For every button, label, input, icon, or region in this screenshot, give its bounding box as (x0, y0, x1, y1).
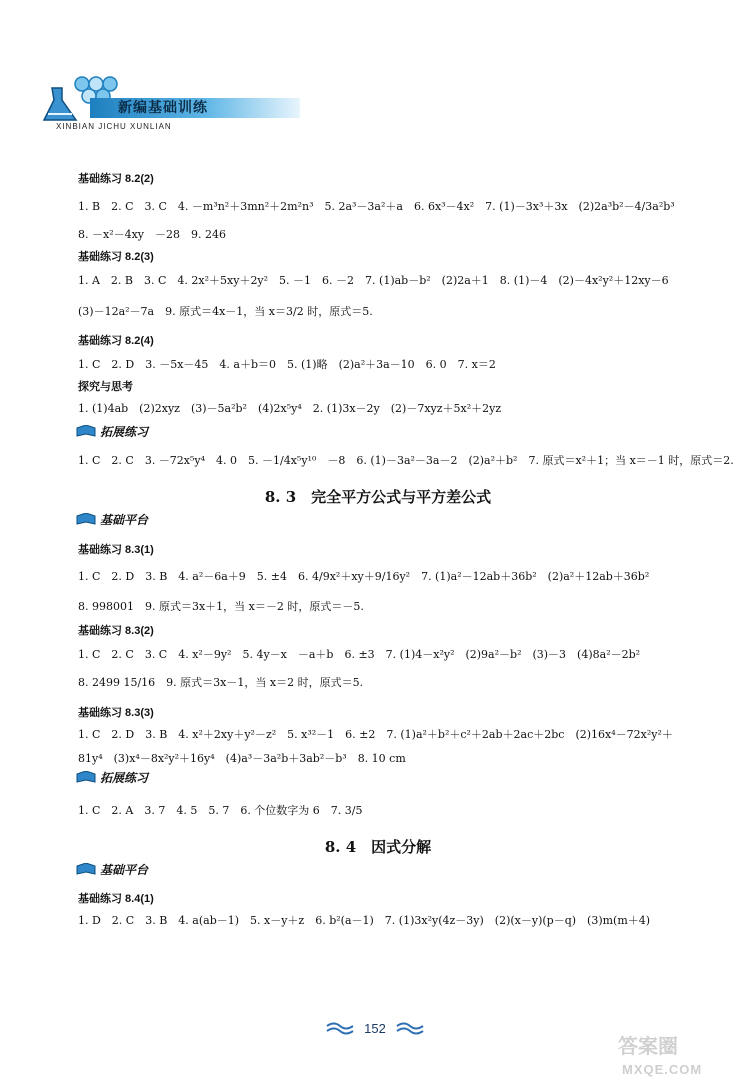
book-icon (76, 771, 96, 783)
extension-practice-tag (76, 422, 148, 440)
answer-line: 1. C 2. C 3. C 4. x²－9y² 5. 4y－x －a＋b 6. ±3 7. (1)4－x²y² (2)9a²－b² (3)－3 (4)8a²－2b² (78, 648, 641, 661)
tag-label: 拓展练习 (100, 424, 149, 439)
tag-label: 基础平台 (100, 862, 149, 877)
answer-line: 8. －x²－4xy －28 9. 246 (78, 228, 227, 241)
book-icon (76, 863, 96, 875)
exercise-heading: 基础练习 8.3(1) (78, 544, 154, 556)
exercise-heading: 基础练习 8.4(1) (78, 893, 154, 905)
exercise-heading: 基础练习 8.3(2) (78, 625, 154, 637)
book-header (40, 70, 270, 140)
answer-line: 1. C 2. D 3. B 4. a²－6a＋9 5. ±4 6. 4/9x²＋xy＋9/16y² 7. (1)a²－12ab＋36b² (2)a²＋12ab＋36b² (78, 570, 650, 583)
book-title: 新编基础训练 (118, 100, 208, 116)
exercise-heading: 基础练习 8.2(2) (78, 173, 154, 185)
answer-line: 1. D 2. C 3. B 4. a(ab－1) 5. x－y＋z 6. b²(a－1) 7. (1)3x²y(4z－3y) (2)(x－y)(p－q) (3)m(m＋4) (78, 914, 651, 927)
answer-line: 1. C 2. D 3. －5x－45 4. a＋b＝0 5. (1)略 (2)a²＋3a－10 6. 0 7. x＝2 (78, 358, 496, 371)
answer-line: 81y⁴ (3)x⁴－8x²y²＋16y⁴ (4)a³－3a²b＋3ab²－b³ 8. 10 cm (78, 752, 406, 765)
base-platform-tag (76, 510, 148, 528)
answer-line: (3)－12a²－7a 9. 原式＝4x－1，当 x＝3/2 时，原式＝5. (78, 305, 373, 318)
page-footer (330, 1018, 420, 1038)
base-platform-tag (76, 860, 148, 878)
book-subtitle: XINBIAN JICHU XUNLIAN (56, 122, 172, 131)
watermark-url: MXQE.COM (622, 1062, 703, 1077)
section-title: 8. 3 完全平方公式与平方差公式 (264, 488, 492, 506)
page-number: 152 (364, 1021, 386, 1036)
wave-ornament-right-icon (396, 1021, 424, 1035)
wave-ornament-left-icon (326, 1021, 354, 1035)
tag-label: 拓展练习 (100, 770, 149, 785)
answer-line: 1. C 2. D 3. B 4. x²＋2xy＋y²－z² 5. x³²－1 6. ±2 7. (1)a²＋b²＋c²＋2ab＋2ac＋2bc (2)16x⁴－72x²y²＋ (78, 728, 673, 741)
extension-practice-tag (76, 768, 148, 786)
exercise-heading: 基础练习 8.3(3) (78, 707, 154, 719)
exercise-heading: 探究与思考 (78, 381, 133, 393)
answer-line: 8. 2499 15/16 9. 原式＝3x－1，当 x＝2 时，原式＝5. (78, 676, 364, 689)
answer-line: 1. (1)4ab (2)2xyz (3)－5a²b² (4)2x⁵y⁴ 2. (1)3x－2y (2)－7xyz＋5x²＋2yz (78, 402, 502, 415)
book-icon (76, 513, 96, 525)
answer-line: 1. C 2. A 3. 7 4. 5 5. 7 6. 个位数字为 6 7. 3/5 (78, 804, 363, 817)
answer-line: 1. C 2. C 3. －72x⁵y⁴ 4. 0 5. －1/4x⁵y¹⁰ －8 6. (1)－3a²－3a－2 (2)a²＋b² 7. 原式＝x²＋1；当 x＝－1 时，原式＝2. (78, 454, 734, 467)
watermark-logo: 答案圈 (618, 1036, 678, 1058)
answer-line: 1. A 2. B 3. C 4. 2x²＋5xy＋2y² 5. －1 6. －2 7. (1)ab－b² (2)2a＋1 8. (1)－4 (2)－4x²y²＋12xy－6 (78, 274, 669, 287)
section-title: 8. 4 因式分解 (324, 838, 432, 856)
exercise-heading: 基础练习 8.2(4) (78, 335, 154, 347)
exercise-heading: 基础练习 8.2(3) (78, 251, 154, 263)
tag-label: 基础平台 (100, 512, 149, 527)
answer-line: 1. B 2. C 3. C 4. －m³n²＋3mn²＋2m²n³ 5. 2a³－3a²＋a 6. 6x³－4x² 7. (1)－3x³＋3x (2)2a³b²－4/3a²b³ (78, 200, 675, 213)
book-icon (76, 425, 96, 437)
answer-line: 8. 998001 9. 原式＝3x＋1，当 x＝－2 时，原式＝－5. (78, 600, 364, 613)
